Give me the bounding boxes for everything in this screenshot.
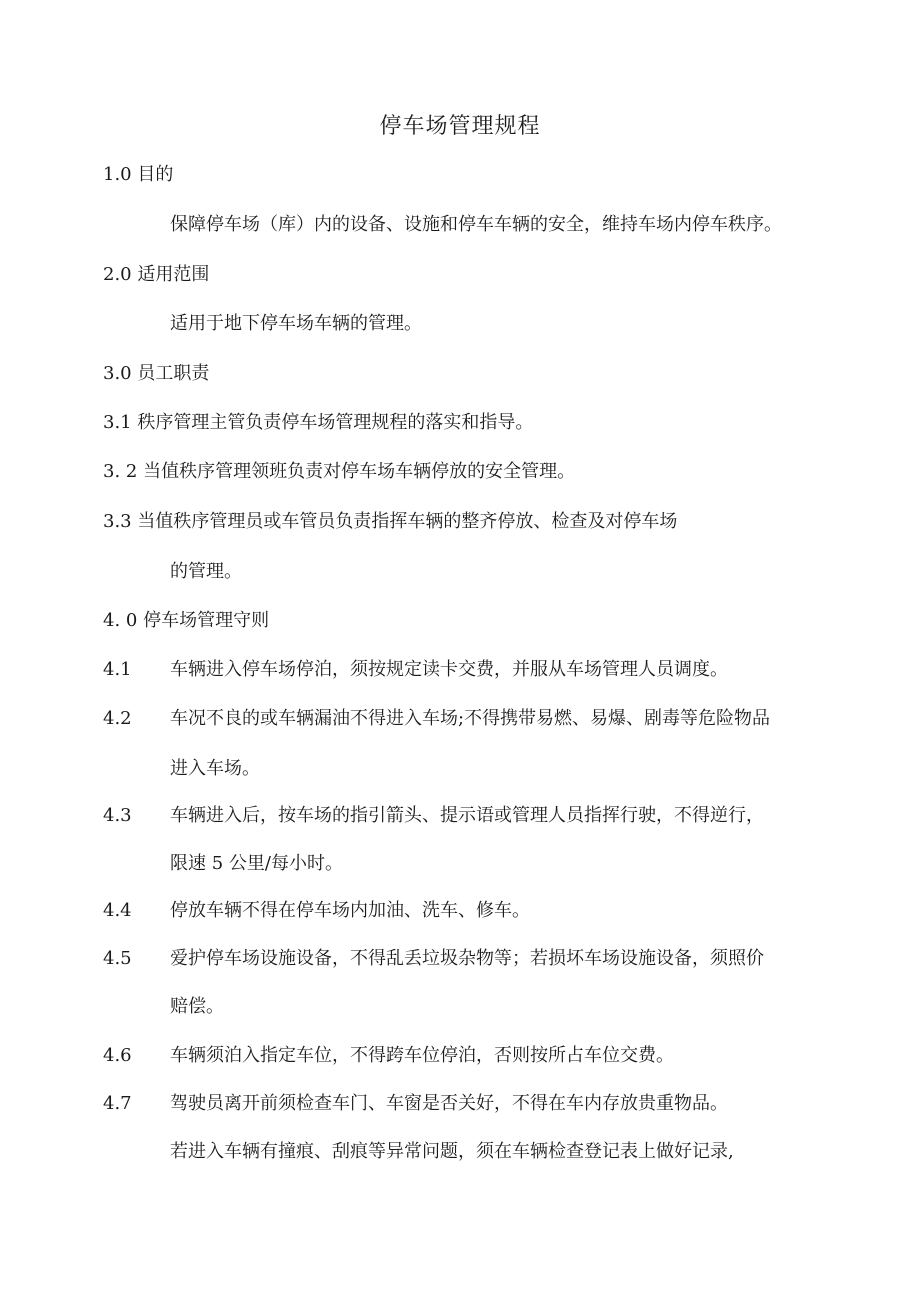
section-1-text: 保障停车场（库）内的设备、设施和停车车辆的安全，维持车场内停车秩序。 [170, 214, 782, 235]
rule-text: 车辆进入后，按车场的指引箭头、提示语或管理人员指挥行驶，不得逆行， [170, 805, 764, 826]
section-3-3-line-1: 3.3 当值秩序管理员或车管员负责指挥车辆的整齐停放、检查及对停车场 [103, 511, 678, 532]
section-3-1: 3.1 秩序管理主管负责停车场管理规程的落实和指导。 [103, 412, 534, 433]
section-3-3-line-2: 的管理。 [170, 561, 242, 582]
rule-text-continued: 进入车场。 [170, 758, 260, 779]
rule-number: 4.2 [103, 708, 132, 729]
rule-number: 4.3 [103, 805, 132, 826]
rule-text: 车况不良的或车辆漏油不得进入车场;不得携带易燃、易爆、剧毒等危险物品 [170, 708, 771, 729]
section-4-heading: 4. 0 停车场管理守则 [103, 610, 270, 631]
rule-number: 4.7 [103, 1093, 132, 1114]
rule-number: 4.1 [103, 659, 132, 680]
rule-text-continued: 赔偿。 [170, 996, 224, 1017]
rule-text-continued: 限速 5 公里/每小时。 [170, 853, 343, 874]
rule-number: 4.6 [103, 1045, 132, 1066]
rule-text: 驾驶员离开前须检查车门、车窗是否关好，不得在车内存放贵重物品。 [170, 1093, 728, 1114]
section-1-heading: 1.0 目的 [103, 164, 174, 185]
rule-number: 4.4 [103, 900, 132, 921]
document-title: 停车场管理规程 [379, 114, 541, 139]
section-2-heading: 2.0 适用范围 [103, 264, 210, 285]
rule-text: 车辆须泊入指定车位，不得跨车位停泊，否则按所占车位交费。 [170, 1045, 674, 1066]
rule-number: 4.5 [103, 948, 132, 969]
section-2-text: 适用于地下停车场车辆的管理。 [170, 313, 422, 334]
rule-text: 爱护停车场设施设备，不得乱丢垃圾杂物等；若损坏车场设施设备，须照价 [170, 948, 764, 969]
rule-text: 车辆进入停车场停泊，须按规定读卡交费，并服从车场管理人员调度。 [170, 659, 728, 680]
rule-text-continued: 若进入车辆有撞痕、刮痕等异常问题，须在车辆检查登记表上做好记录, [170, 1141, 734, 1162]
section-3-2: 3. 2 当值秩序管理领班负责对停车场车辆停放的安全管理。 [103, 461, 576, 482]
section-3-heading: 3.0 员工职责 [103, 363, 210, 384]
rule-text: 停放车辆不得在停车场内加油、洗车、修车。 [170, 900, 530, 921]
